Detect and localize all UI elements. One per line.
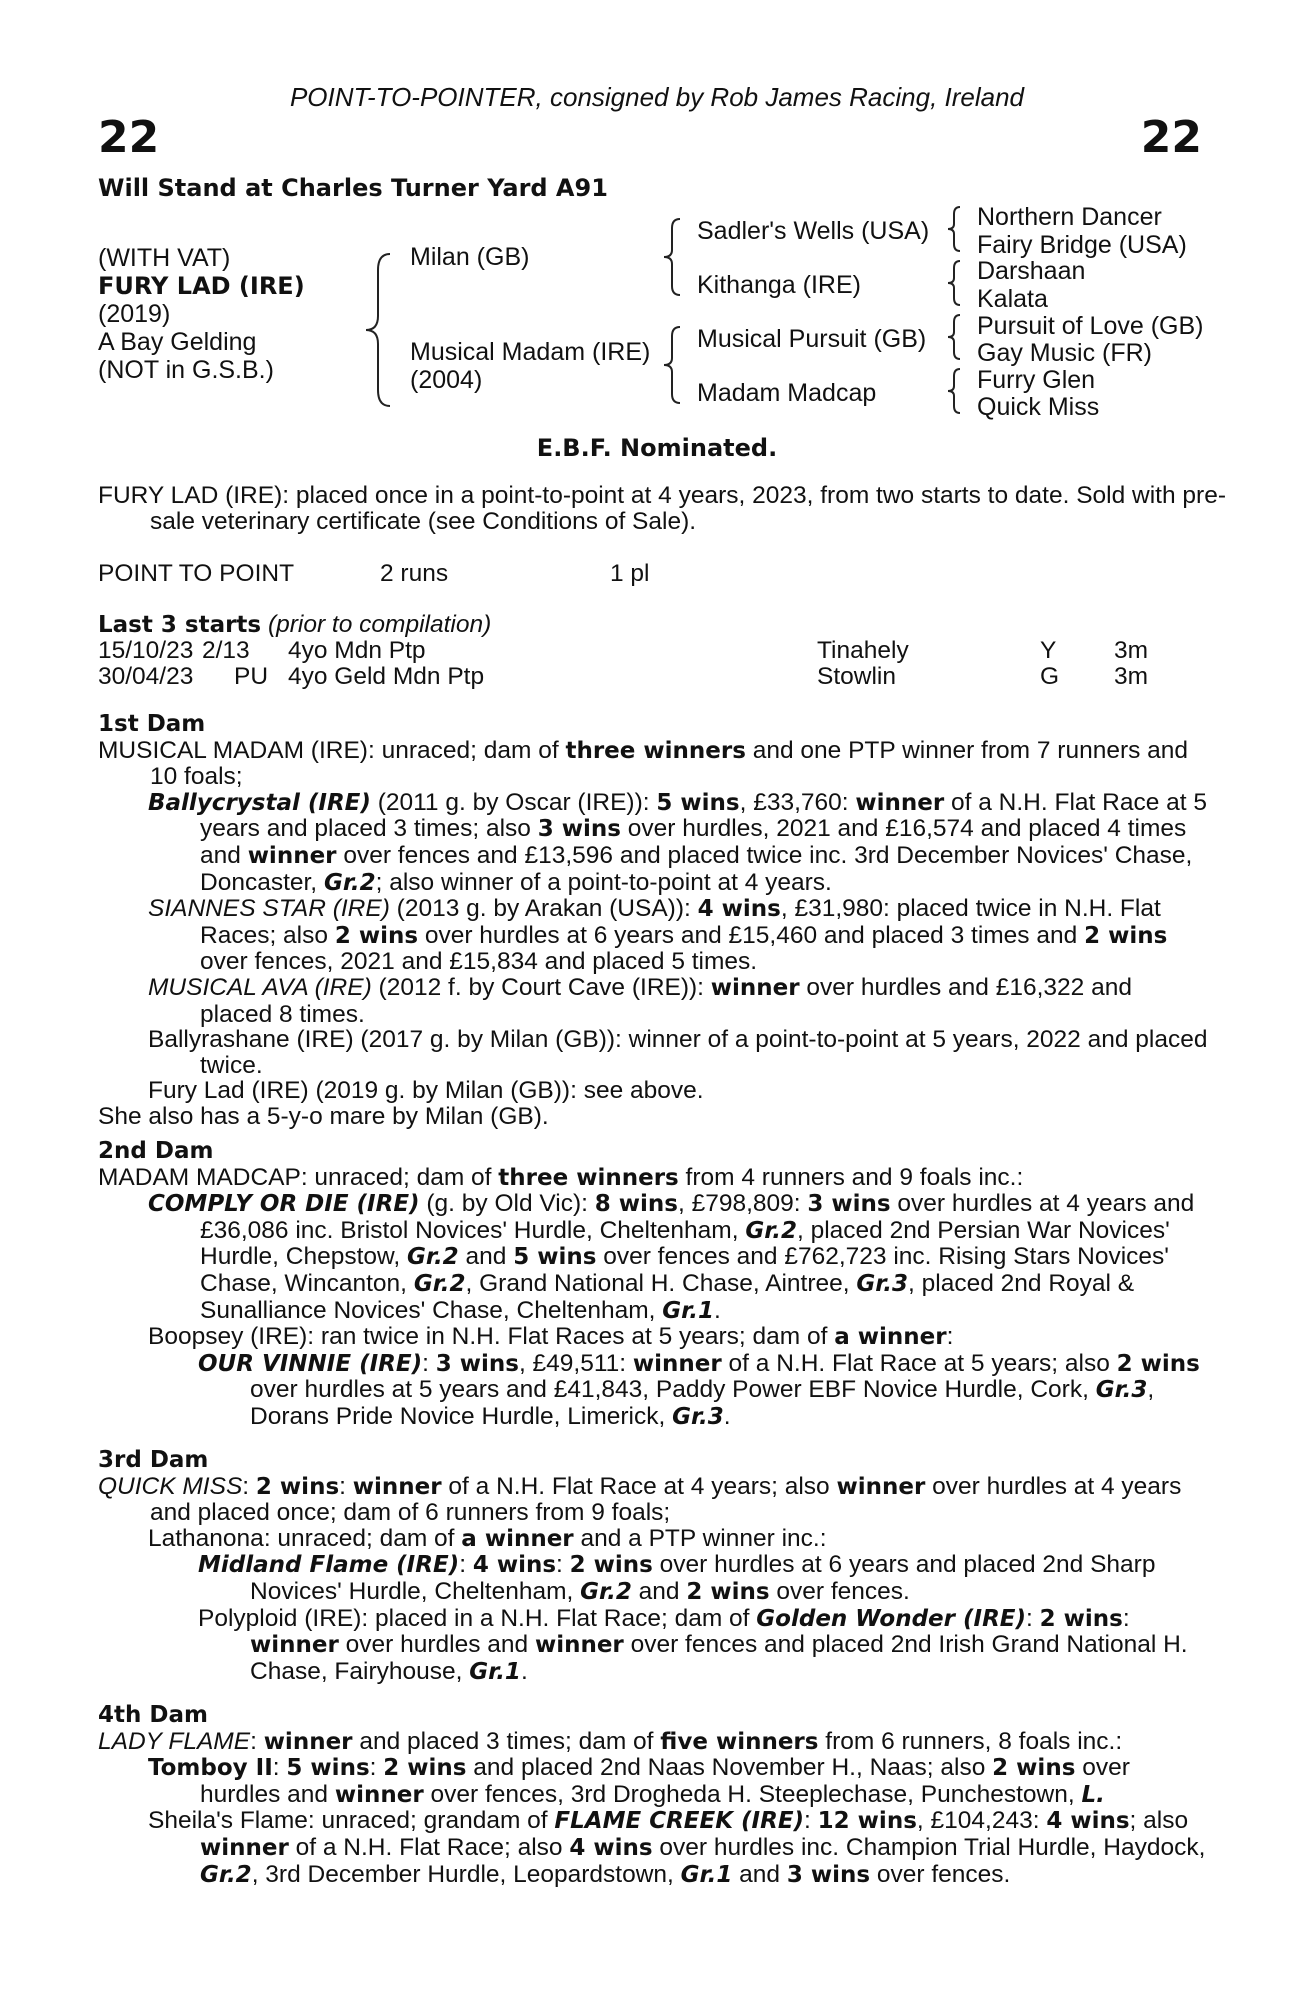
pedigree-dam-sire: Musical Pursuit (GB) bbox=[697, 325, 927, 353]
pedigree-brace-g4 bbox=[944, 366, 964, 416]
first-dam-section bbox=[98, 712, 1208, 1130]
progeny-siannes-star: SIANNES STAR (IRE) (2013 g. by Arakan (USA)): 4 wins, £31,980: placed twice in N.H. Flat Races; also 2 wins over hurdles at 6 years and £15,460 and placed 3 times and 2 wins over fences, 2021 and £15,834 and placed 5 times. bbox=[148, 895, 1168, 976]
lot-number-right: 22 bbox=[1140, 112, 1202, 163]
gsb-note: (NOT in G.S.B.) bbox=[98, 356, 274, 384]
table-row bbox=[98, 637, 1208, 663]
progeny-comply-or-die: COMPLY OR DIE (IRE) (g. by Old Vic): 8 wins, £798,809: 3 wins over hurdles at 4 years and £36,086 inc. Bristol Novices' Hurdle, Cheltenham, Gr.2, placed 2nd Persian War Novices' Hurdle, Chepstow, Gr.2 and 5 wins over fences and £762,723 inc. Rising Stars Novices' Chase, Wincanton, Gr.2, Grand National H. Chase, Aintree, Gr.3, placed 2nd Royal & Sunalliance Novices' Chase, Cheltenham, Gr.1. bbox=[148, 1190, 1195, 1324]
first-dam-intro: MUSICAL MADAM (IRE): unraced; dam of three winners and one PTP winner from 7 runners and 10 foals; bbox=[98, 736, 1189, 791]
stand-location: Will Stand at Charles Turner Yard A91 bbox=[98, 174, 608, 202]
pedigree-g2: Fairy Bridge (USA) bbox=[977, 231, 1187, 259]
progeny-our-vinnie: OUR VINNIE (IRE): 3 wins, £49,511: winner of a N.H. Flat Race at 5 years; also 2 wins over hurdles at 5 years and £41,843, Paddy Power EBF Novice Hurdle, Cork, Gr.3, Dorans Pride Novice Hurdle, Limerick, Gr.3. bbox=[198, 1349, 1200, 1430]
last-starts-heading bbox=[98, 611, 491, 639]
pedigree-brace-sire bbox=[660, 216, 684, 298]
horse-year: (2019) bbox=[98, 300, 171, 328]
record-label: POINT TO POINT bbox=[98, 560, 295, 587]
horse-info bbox=[98, 244, 305, 384]
record-placed: 1 pl bbox=[610, 560, 650, 587]
pedigree-g4: Kalata bbox=[977, 285, 1048, 313]
start-date: 15/10/23 bbox=[98, 637, 194, 664]
pedigree-brace-dam bbox=[660, 324, 684, 406]
pedigree-brace-main bbox=[360, 250, 394, 410]
start-course: Tinahely bbox=[817, 637, 909, 664]
last-starts-title: Last 3 starts bbox=[98, 612, 262, 638]
start-course: Stowlin bbox=[817, 663, 896, 690]
start-position: PU bbox=[234, 663, 269, 690]
fourth-dam-section bbox=[98, 1703, 1208, 1888]
pedigree-brace-g2 bbox=[944, 258, 964, 308]
start-distance: 3m bbox=[1114, 637, 1149, 664]
pedigree-sire: Milan (GB) bbox=[410, 243, 530, 271]
pedigree-dam-dam: Madam Madcap bbox=[697, 379, 877, 407]
third-dam-heading: 3rd Dam bbox=[98, 1447, 209, 1473]
pedigree-dam-year: (2004) bbox=[410, 366, 483, 394]
progeny-fury-lad: Fury Lad (IRE) (2019 g. by Milan (GB)): see above. bbox=[148, 1077, 704, 1105]
pedigree-sire-dam: Kithanga (IRE) bbox=[697, 271, 861, 299]
progeny-tomboy: Tomboy II: 5 wins: 2 wins and placed 2nd Naas November H., Naas; also 2 wins over hurdles and winner over fences, 3rd Drogheda H. Steeplechase, Punchestown, L. bbox=[148, 1754, 1130, 1808]
pedigree-g6: Gay Music (FR) bbox=[977, 339, 1152, 367]
start-date: 30/04/23 bbox=[98, 663, 194, 690]
second-dam-section bbox=[98, 1139, 1208, 1431]
pedigree-g5: Pursuit of Love (GB) bbox=[977, 312, 1204, 340]
progeny-ballyrashane: Ballyrashane (IRE) (2017 g. by Milan (GB)): winner of a point-to-point at 5 years, 2022 and placed twice. bbox=[148, 1026, 1208, 1079]
fourth-dam-intro: LADY FLAME: winner and placed 3 times; dam of five winners from 6 runners, 8 foals inc.: bbox=[98, 1727, 1123, 1755]
progeny-musical-ava: MUSICAL AVA (IRE) (2012 f. by Court Cave (IRE)): winner over hurdles and £16,322 and placed 8 times. bbox=[148, 973, 1132, 1028]
start-race: 4yo Mdn Ptp bbox=[288, 637, 426, 664]
pedigree-sire-sire: Sadler's Wells (USA) bbox=[697, 217, 930, 245]
progeny-sheilas-flame: Sheila's Flame: unraced; grandam of FLAME CREEK (IRE): 12 wins, £104,243: 4 wins; also winner of a N.H. Flat Race; also 4 wins over hurdles inc. Champion Trial Hurdle, Haydock, Gr.2, 3rd December Hurdle, Leopardstown, Gr.1 and 3 wins over fences. bbox=[148, 1807, 1206, 1888]
pedigree-g8: Quick Miss bbox=[977, 393, 1100, 421]
pedigree-brace-g1 bbox=[944, 204, 964, 254]
fourth-dam-heading: 4th Dam bbox=[98, 1702, 208, 1728]
record-runs: 2 runs bbox=[380, 560, 449, 587]
lot-number-left: 22 bbox=[98, 112, 160, 163]
table-row bbox=[98, 663, 1208, 689]
progeny-boopsey: Boopsey (IRE): ran twice in N.H. Flat Races at 5 years; dam of a winner: bbox=[148, 1323, 954, 1351]
page-title: POINT-TO-POINTER, consigned by Rob James Racing, Ireland bbox=[289, 82, 1025, 112]
vat-note: (WITH VAT) bbox=[98, 244, 231, 272]
progeny-ballycrystal: Ballycrystal (IRE) (2011 g. by Oscar (IRE)): 5 wins, £33,760: winner of a N.H. Flat Race at 5 years and placed 3 times; also 3 wins over hurdles, 2021 and £16,574 and placed 4 times and winner over fences and £13,596 and placed twice inc. 3rd December Novices' Chase, Doncaster, Gr.2; also winner of a point-to-point at 4 years. bbox=[148, 788, 1208, 896]
horse-description: A Bay Gelding bbox=[98, 328, 257, 356]
first-dam-heading: 1st Dam bbox=[98, 711, 206, 737]
ebf-note: E.B.F. Nominated. bbox=[536, 434, 778, 462]
pedigree-g1: Northern Dancer bbox=[977, 203, 1162, 231]
start-distance: 3m bbox=[1114, 663, 1149, 690]
progeny-lathanona: Lathanona: unraced; dam of a winner and a PTP winner inc.: bbox=[148, 1524, 827, 1552]
horse-name: FURY LAD (IRE) bbox=[98, 272, 305, 300]
progeny-midland-flame: Midland Flame (IRE): 4 wins: 2 wins over hurdles at 6 years and placed 2nd Sharp Novices' Hurdle, Cheltenham, Gr.2 and 2 wins over fences. bbox=[198, 1551, 1156, 1605]
last-starts-note: (prior to compilation) bbox=[267, 611, 492, 638]
progeny-polyploid: Polyploid (IRE): placed in a N.H. Flat Race; dam of Golden Wonder (IRE): 2 wins: winner over hurdles and winner over fences and placed 2nd Irish Grand National H. Chase, Fairyhouse, Gr.1. bbox=[198, 1604, 1188, 1685]
second-dam-intro: MADAM MADCAP: unraced; dam of three winners from 4 runners and 9 foals inc.: bbox=[98, 1163, 1024, 1191]
start-position: 2/13 bbox=[202, 637, 250, 664]
pedigree-g3: Darshaan bbox=[977, 257, 1086, 285]
second-dam-heading: 2nd Dam bbox=[98, 1138, 214, 1164]
last-starts-table bbox=[98, 637, 1208, 689]
third-dam-intro: QUICK MISS: 2 wins: winner of a N.H. Flat Race at 4 years; also winner over hurdles at 4 years and placed once; dam of 6 runners from 9 foals; bbox=[98, 1472, 1182, 1527]
first-dam-also: She also has a 5-y-o mare by Milan (GB). bbox=[98, 1102, 549, 1130]
start-race: 4yo Geld Mdn Ptp bbox=[288, 663, 485, 690]
pedigree-brace-g3 bbox=[944, 312, 964, 362]
start-going: G bbox=[1040, 663, 1060, 690]
third-dam-section bbox=[98, 1448, 1208, 1685]
start-going: Y bbox=[1040, 637, 1057, 664]
pedigree-g7: Furry Glen bbox=[977, 366, 1096, 394]
pedigree-dam: Musical Madam (IRE) bbox=[410, 338, 651, 366]
horse-summary: FURY LAD (IRE): placed once in a point-to-point at 4 years, 2023, from two starts to date. Sold with pre-sale veterinary certificate (see Conditions of Sale). bbox=[98, 482, 1226, 535]
